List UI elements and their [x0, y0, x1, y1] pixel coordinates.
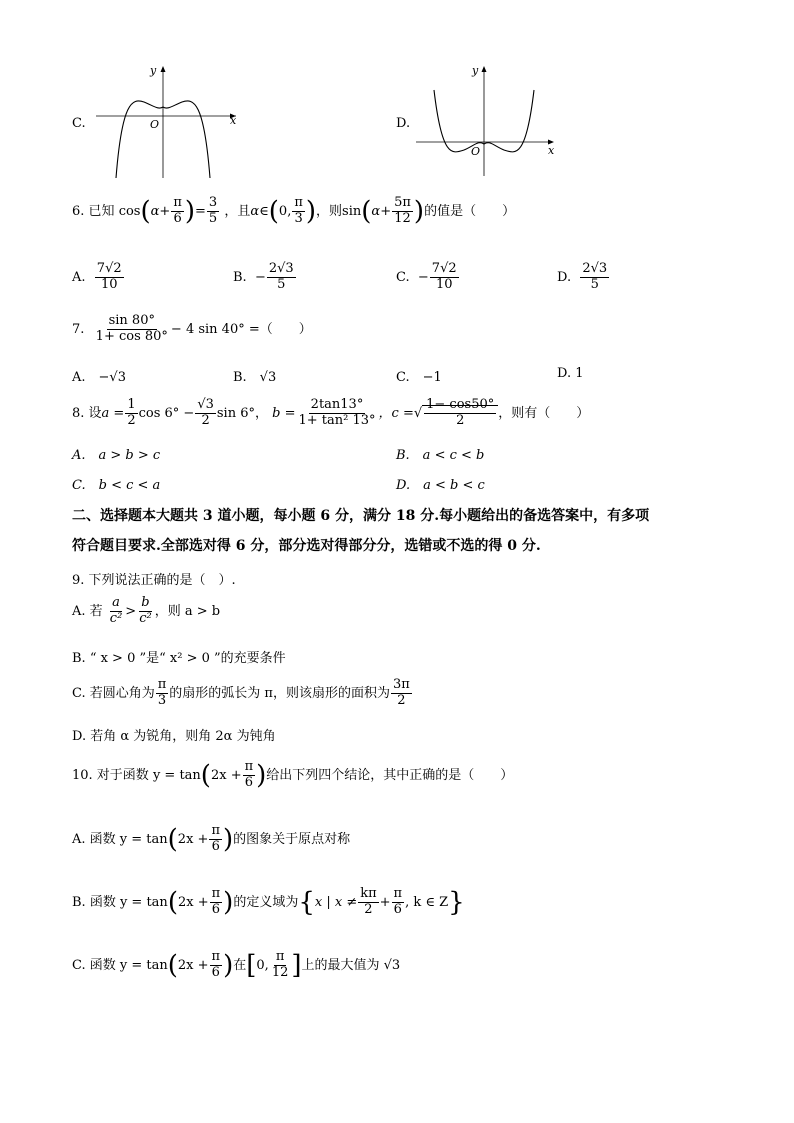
- q8-option-b: B. a < c < b: [396, 448, 485, 463]
- q7-option-b: B. √3: [233, 370, 277, 385]
- q6-option-b: B. − $\frac{2√3}{5}$: [233, 261, 294, 292]
- q6-option-d: D. $\frac{2√3}{5}$: [557, 261, 608, 292]
- section-2-heading-line1: 二、选择题本大题共 3 道小题，每小题 6 分，满分 18 分.每小题给出的备选答案中，有多项: [72, 508, 650, 524]
- q9-option-b: B. “ x > 0 ”是“ x² > 0 ”的充要条件: [72, 651, 286, 666]
- graph-c-origin: O: [150, 118, 160, 131]
- q9-option-d: D. 若角 α 为锐角，则角 2α 为钝角: [72, 729, 276, 744]
- q9-option-c: C. 若圆心角为 $\frac{\pi}{3}$ 的扇形的弧长为 π，则该扇形的面积为 $\frac{3\pi}{2}$: [72, 677, 410, 708]
- graph-c-x-label: x: [230, 114, 237, 127]
- q6-number: 6. 已知: [72, 203, 115, 219]
- q9-option-a: A. 若 $\frac{a}{\text{c²}}$ > $\frac{b}{\text{c²}}$ ，则 a > b: [72, 595, 221, 626]
- q8-option-c: C. b < c < a: [72, 478, 161, 493]
- graph-c-y-label: y: [150, 64, 157, 77]
- question-8-stem: 8. 设a = $\frac{1}{2}$ cos 6° − $\frac{√3}{2}$ sin 6°， b = $\frac{2\tan 13^\circ}{\text{1+ tan² 13°}}$ ，c =√ $\frac{1- \cos 50^\circ}{2}$ ，则有（ ）: [72, 397, 590, 428]
- q7-option-c: C. −1: [396, 370, 442, 385]
- q7-option-a: A. −√3: [72, 370, 126, 385]
- option-c-label: C.: [72, 116, 86, 131]
- section-2-heading-line2: 符合题目要求.全部选对得 6 分，部分选对得部分分，选错或不选的得 0 分.: [72, 538, 541, 554]
- graph-d-origin: O: [471, 145, 481, 158]
- q8-option-a: A. a > b > c: [72, 448, 161, 463]
- q6-option-c: C. − $\frac{7√2}{10}$: [396, 261, 457, 292]
- q6-alpha: α: [150, 203, 160, 219]
- q8-option-d: D. a < b < c: [396, 478, 485, 493]
- question-6-stem: 6. 已知 cos(α+ $\frac{\pi}{6}$ )= $\frac{3}{5}$ ，且α∈(0, $\frac{\pi}{3}$ )，则sin(α+ $\frac{5\pi}{12}$ )的值是（ ）: [72, 195, 516, 227]
- question-10-stem: 10. 对于函数 y = tan(2x + $\frac{\pi}{6}$ )给出下列四个结论，其中正确的是（ ）: [72, 759, 514, 791]
- q10-option-a: A. 函数 y = tan(2x + $\frac{\pi}{6}$ )的图象关于原点对称: [72, 823, 351, 855]
- option-d-label: D.: [396, 116, 411, 131]
- graph-c: [92, 62, 242, 180]
- question-9-stem: 9. 下列说法正确的是（ ）.: [72, 573, 236, 588]
- q6-option-a: A. $\frac{7√2}{10}$: [72, 261, 122, 292]
- q10-option-b: B. 函数 y = tan(2x + $\frac{\pi}{6}$ )的定义域为{x | x ≠ $\frac{k\pi}{2}$ + $\frac{\pi}{6}$ , k ∈ Z}: [72, 886, 465, 918]
- q10-option-c: C. 函数 y = tan(2x + $\frac{\pi}{6}$ )在[0, $\frac{\pi}{12}$ ]上的最大值为 √3: [72, 949, 401, 981]
- q7-option-d: D. 1: [557, 366, 584, 381]
- q6-cos: cos: [118, 203, 141, 219]
- graph-d-x-label: x: [548, 144, 555, 157]
- graph-d-y-label: y: [472, 64, 479, 77]
- graph-d: [414, 62, 559, 180]
- question-7-stem: 7. $\frac{\sin 80^\circ}{1+ \cos 80^\circ}$ − 4 sin 40° =（ ）: [72, 313, 312, 344]
